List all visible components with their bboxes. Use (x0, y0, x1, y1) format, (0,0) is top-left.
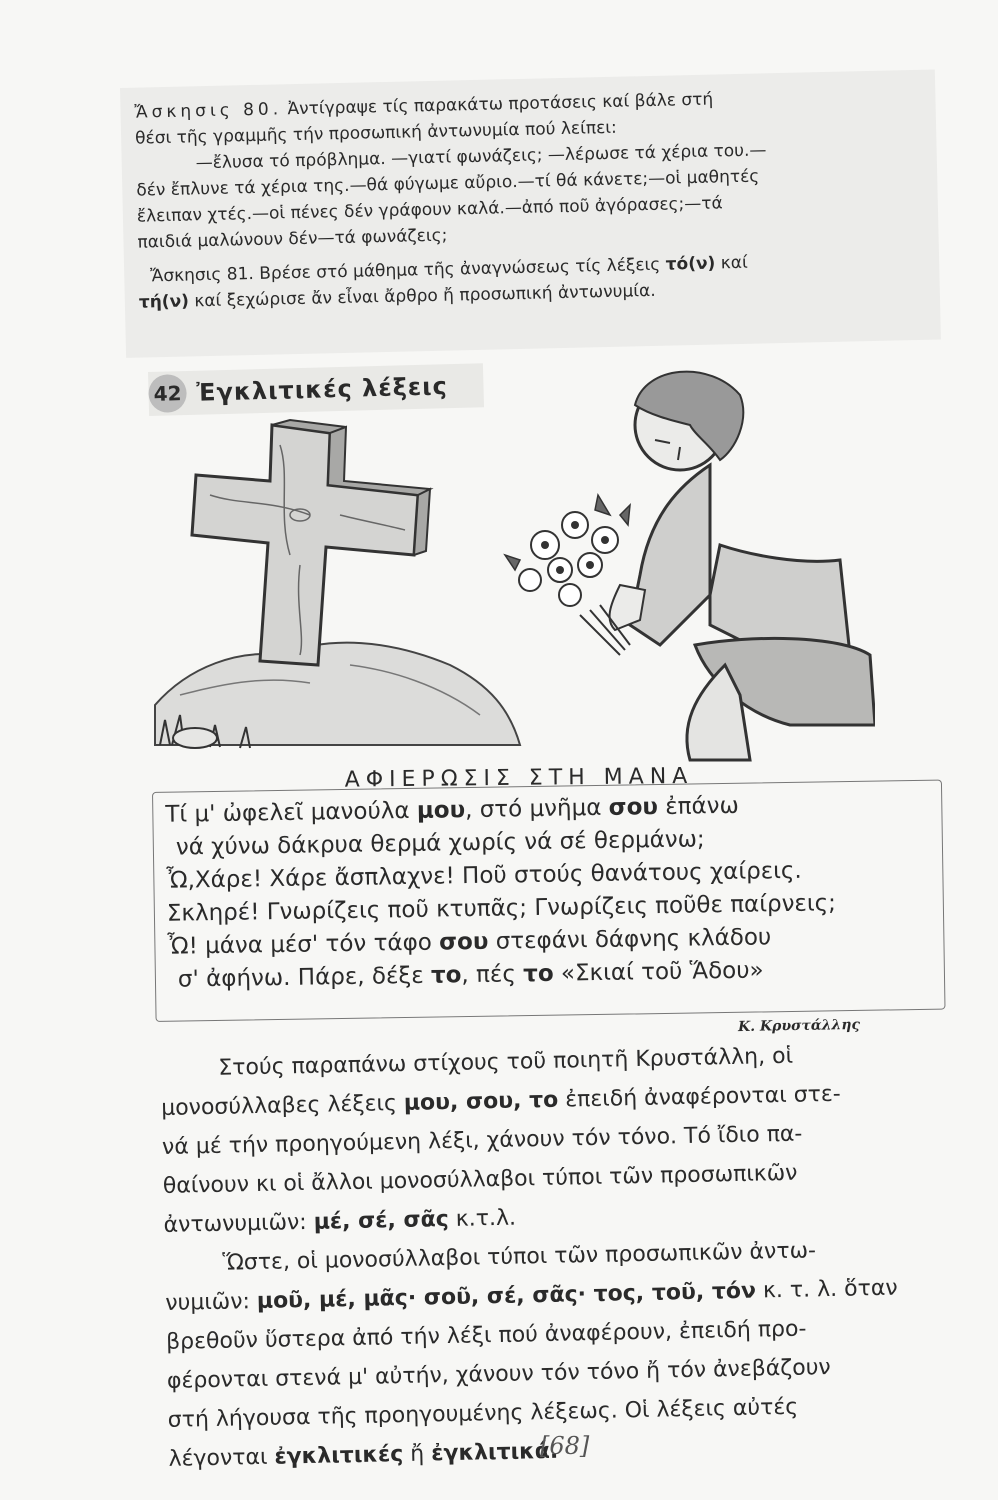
body-line: ἐπειδή ἀναφέρονται στε- (558, 1081, 841, 1113)
paragraph-1 (160, 1033, 964, 1245)
lesson-number: 42 (148, 374, 187, 413)
lesson-heading: Ἐγκλιτικές λέξεις (196, 372, 449, 407)
poem-pronoun: το (522, 960, 554, 988)
exercises-block (120, 70, 941, 358)
exercise-80 (134, 82, 924, 256)
poem-text: Τί μ' ὠφελεῖ μανούλα (165, 797, 418, 828)
body-line: μονοσύλλαβες λέξεις (160, 1090, 405, 1121)
body-text (160, 1033, 969, 1479)
exercise-81-label: Ἄσκησις 81. (150, 264, 255, 287)
body-line: νυμιῶν: (165, 1289, 258, 1316)
poem-text: σ' ἀφήνω. Πάρε, δέξε (177, 962, 432, 993)
poem-title: ΑΦΙΕΡΩΣΙΣ ΣΤΗ ΜΑΝΑ (344, 763, 694, 793)
body-bold: ἐγκλιτικά. (430, 1438, 559, 1467)
body-line: βρεθοῦν ὕστερα ἀπό τήν λέξι πού ἀναφέρουν, ἐπειδή προ- (165, 1316, 807, 1355)
exercise-80-label: Ἄσκησις 80. (134, 99, 283, 123)
body-line: Στούς παραπάνω στίχους τοῦ ποιητῆ Κρυστάλλη, οἱ (218, 1043, 794, 1081)
boy-figure (610, 372, 875, 760)
exercise-80-line: δέν ἔπλυνε τά χέρια της.—θά φύγωμε αὔριο.—τί θά κάνετε;—οἱ μαθητές (136, 166, 760, 201)
exercise-80-line: παιδιά μαλώνουν δέν—τά φωνάζεις; (137, 225, 448, 253)
body-bold: μοῦ, μέ, μᾶς· σοῦ, σέ, σᾶς· τος, τοῦ, τόν (256, 1278, 757, 1315)
poem-pronoun: μου (416, 797, 466, 824)
exercise-81 (138, 246, 926, 316)
poem-text: , στό μνῆμα (464, 794, 609, 824)
poem-author: Κ. Κρυστάλλης (737, 1016, 861, 1036)
poem-text: νά χύνω δάκρυα θερμά χωρίς νά σέ θερμάνω; (175, 826, 705, 861)
keyword-tin: τή(ν) (138, 291, 190, 313)
keyword-ton: τό(ν) (665, 253, 716, 275)
lesson-title (148, 363, 484, 416)
poem-text: Ὦ,Χάρε! Χάρε ἄσπλαχνε! Ποῦ στούς θανάτους χαίρεις. (166, 857, 802, 894)
body-line: κ.τ.λ. (448, 1205, 517, 1232)
page-number: [68] (540, 1432, 590, 1460)
exercise-81-text: Βρέσε στό μάθημα τῆς ἀναγνώσεως τίς λέξεις (259, 254, 661, 284)
poem-text: ἐπάνω (657, 792, 739, 821)
poem-text: στεφάνι δάφνης κλάδου (488, 924, 772, 955)
body-line: ἤ (403, 1441, 432, 1467)
body-line: νά μέ τήν προηγούμενη λέξι, χάνουν τόν τόνο. Τό ἴδιο πα- (161, 1121, 803, 1160)
cross-icon (192, 420, 430, 665)
poem-text: , πές (461, 961, 524, 989)
body-line: φέρονται στενά μ' αὐτήν, χάνουν τόν τόνο ἤ τόν ἀνεβάζουν (166, 1355, 831, 1394)
exercise-80-line: ἔλειπαν χτές.—οἱ πένες δέν γράφουν καλά.—ἀπό ποῦ ἀγόρασες;—τά (136, 193, 723, 227)
body-line: θαίνουν κι οἱ ἄλλοι μονοσύλλαβοι τύποι τῶν προσωπικῶν (162, 1160, 798, 1199)
flower-bouquet-icon (505, 495, 630, 655)
exercise-80-line: θέσι τῆς γραμμῆς τήν προσωπική ἀντωνυμία πού λείπει: (134, 117, 618, 149)
poem-text: Σκληρέ! Γνωρίζεις ποῦ κτυπᾶς; Γνωρίζεις ποῦθε παίρνεις; (166, 890, 837, 927)
poem-box (152, 780, 946, 1022)
grave-illustration (150, 365, 875, 765)
body-bold: μέ, σέ, σᾶς (313, 1206, 450, 1235)
poem-pronoun: το (430, 962, 462, 989)
body-bold: μου, σου, το (403, 1087, 559, 1116)
body-line: στή λήγουσα τῆς προηγουμένης λέξεως. Οἱ λέξεις αὐτές (167, 1394, 799, 1433)
body-line: ἀντωνυμιῶν: (163, 1209, 314, 1238)
poem-text: «Σκιαί τοῦ Ἅδου» (553, 957, 764, 987)
poem-text: Ὦ! μάνα μέσ' τόν τάφο (167, 929, 440, 960)
poem-pronoun: σου (438, 928, 489, 956)
exercise-81-text: καί ξεχώρισε ἄν εἶναι ἄρθρο ἤ προσωπική ἀντωνυμία. (194, 280, 656, 312)
exercise-80-line: Ἀντίγραψε τίς παρακάτω προτάσεις καί βάλε στή (287, 89, 714, 120)
body-line: κ. τ. λ. ὅταν (755, 1275, 898, 1304)
exercise-80-line: —ἔλυσα τό πρόβλημα. —γιατί φωνάζεις; —λέρωσε τά χέρια του.— (195, 140, 767, 174)
body-bold: ἐγκλιτικές (274, 1441, 404, 1470)
body-line: Ὥστε, οἱ μονοσύλλαβοι τύποι τῶν προσωπικῶν ἀντω- (222, 1238, 817, 1276)
body-line: λέγονται (168, 1444, 275, 1472)
exercise-81-conj: καί (720, 252, 748, 274)
poem-pronoun: σου (608, 794, 659, 821)
